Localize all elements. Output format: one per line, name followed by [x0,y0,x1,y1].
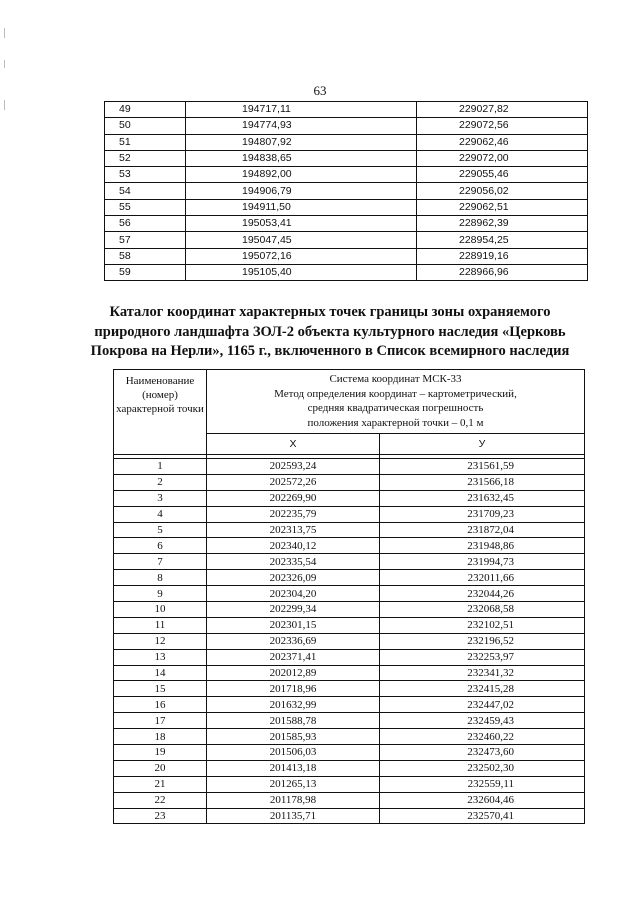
table-row [114,649,585,665]
point-number-cell: 18 [114,729,207,745]
y-coordinate-cell: 232044,26 [380,586,585,602]
point-number-cell: 9 [114,586,207,602]
table-row [105,248,588,264]
point-number-cell: 14 [114,665,207,681]
y-coordinate-cell: 232604,46 [380,792,585,808]
header-text: характерной точки [116,403,204,415]
header-point-name [114,370,207,455]
table-row [114,586,585,602]
point-number-cell: 11 [114,617,207,633]
x-coordinate-cell: 194807,92 [186,134,417,150]
table-row [114,665,585,681]
x-coordinate-cell: 202304,20 [207,586,380,602]
x-coordinate-cell: 195047,45 [186,232,417,248]
y-coordinate-cell: 229027,82 [417,102,588,118]
point-number-cell: 58 [105,248,186,264]
point-number-cell: 7 [114,554,207,570]
table-body [114,459,585,824]
x-coordinate-cell: 202012,89 [207,665,380,681]
header-text: средняя квадратическая погрешность [307,402,484,414]
table-row [114,617,585,633]
x-coordinate-cell: 194838,65 [186,150,417,166]
point-number-cell: 13 [114,649,207,665]
point-number-cell: 56 [105,216,186,232]
y-coordinate-cell: 229062,51 [417,199,588,215]
point-number-cell: 22 [114,792,207,808]
table-row [114,681,585,697]
x-coordinate-cell: 202335,54 [207,554,380,570]
y-coordinate-cell: 232415,28 [380,681,585,697]
x-coordinate-cell: 202326,09 [207,570,380,586]
y-coordinate-cell: 232460,22 [380,729,585,745]
y-coordinate-cell: 232011,66 [380,570,585,586]
table-row [114,522,585,538]
header-text: (номер) [142,389,178,401]
y-coordinate-cell: 231561,59 [380,459,585,475]
x-coordinate-cell: 202269,90 [207,490,380,506]
y-coordinate-cell: 228966,96 [417,264,588,280]
title-line: природного ландшафта ЗОЛ-2 объекта культурного наследия «Церковь [94,323,566,340]
table-row [114,490,585,506]
y-coordinate-cell: 229072,56 [417,118,588,134]
point-number-cell: 8 [114,570,207,586]
header-text: Метод определения координат – картометрический, [274,387,517,400]
point-number-cell: 1 [114,459,207,475]
point-number-cell: 3 [114,490,207,506]
table-row [105,232,588,248]
point-number-cell: 50 [105,118,186,134]
x-coordinate-cell: 201585,93 [207,729,380,745]
table-row [105,183,588,199]
x-coordinate-cell: 202336,69 [207,633,380,649]
y-coordinate-cell: 232459,43 [380,713,585,729]
point-number-cell: 55 [105,199,186,215]
x-coordinate-cell: 201135,71 [207,808,380,824]
point-number-cell: 16 [114,697,207,713]
point-number-cell: 19 [114,745,207,761]
point-number-cell: 52 [105,150,186,166]
table-body [105,102,588,281]
table-row [105,150,588,166]
table-row [114,745,585,761]
point-number-cell: 54 [105,183,186,199]
coordinates-table-continuation [104,101,588,281]
y-coordinate-cell: 231566,18 [380,474,585,490]
y-coordinate-cell: 232068,58 [380,602,585,618]
header-text: Система координат МСК-33 [329,373,462,385]
table-row [105,199,588,215]
y-coordinate-cell: 232502,30 [380,760,585,776]
table-row [105,134,588,150]
table-row [114,459,585,475]
table-row [105,102,588,118]
point-number-cell: 21 [114,776,207,792]
point-number-cell: 23 [114,808,207,824]
table-row [114,474,585,490]
x-coordinate-cell: 195072,16 [186,248,417,264]
point-number-cell: 2 [114,474,207,490]
table-row [114,570,585,586]
y-coordinate-cell: 232341,32 [380,665,585,681]
x-coordinate-cell: 201632,99 [207,697,380,713]
point-number-cell: 12 [114,633,207,649]
x-coordinate-cell: 194774,93 [186,118,417,134]
y-coordinate-cell: 229072,00 [417,150,588,166]
y-coordinate-cell: 232447,02 [380,697,585,713]
point-number-cell: 4 [114,506,207,522]
point-number-cell: 49 [105,102,186,118]
y-coordinate-cell: 232473,60 [380,745,585,761]
title-line: Покрова на Нерли», 1165 г., включенного в Список всемирного наследия [90,343,570,359]
header-text: положения характерной точки – 0,1 м [307,416,484,429]
x-coordinate-cell: 202235,79 [207,506,380,522]
point-number-cell: 20 [114,760,207,776]
point-number-cell: 53 [105,167,186,183]
y-coordinate-cell: 232253,97 [380,649,585,665]
table-row [114,697,585,713]
point-number-cell: 17 [114,713,207,729]
table-row [114,554,585,570]
y-coordinate-cell: 231632,45 [380,490,585,506]
table-row [114,729,585,745]
x-coordinate-cell: 202299,34 [207,602,380,618]
table-row [114,792,585,808]
table-row [114,506,585,522]
header-x: X [207,434,380,455]
table-row [105,216,588,232]
margin-mark [4,60,5,68]
y-coordinate-cell: 231709,23 [380,506,585,522]
margin-mark [4,28,5,38]
y-coordinate-cell: 229062,46 [417,134,588,150]
y-coordinate-cell: 228919,16 [417,248,588,264]
table-row [105,264,588,280]
x-coordinate-cell: 202593,24 [207,459,380,475]
table-row [114,602,585,618]
table-row [114,808,585,824]
x-coordinate-cell: 194911,50 [186,199,417,215]
point-number-cell: 10 [114,602,207,618]
x-coordinate-cell: 194892,00 [186,167,417,183]
y-coordinate-cell: 232102,51 [380,617,585,633]
point-number-cell: 6 [114,538,207,554]
y-coordinate-cell: 232196,52 [380,633,585,649]
x-coordinate-cell: 194906,79 [186,183,417,199]
point-number-cell: 5 [114,522,207,538]
x-coordinate-cell: 202340,12 [207,538,380,554]
y-coordinate-cell: 231948,86 [380,538,585,554]
x-coordinate-cell: 202313,75 [207,522,380,538]
y-coordinate-cell: 231994,73 [380,554,585,570]
table-row [105,167,588,183]
table-row [114,776,585,792]
header-text: Наименование [125,375,195,387]
x-coordinate-cell: 195105,40 [186,264,417,280]
x-coordinate-cell: 201718,96 [207,681,380,697]
x-coordinate-cell: 201178,98 [207,792,380,808]
x-coordinate-cell: 202301,15 [207,617,380,633]
table-row [114,760,585,776]
y-coordinate-cell: 229055,46 [417,167,588,183]
point-number-cell: 57 [105,232,186,248]
x-coordinate-cell: 194717,11 [186,102,417,118]
point-number-cell: 15 [114,681,207,697]
table-row [114,713,585,729]
coordinates-catalog-table [113,369,585,824]
y-coordinate-cell: 232559,11 [380,776,585,792]
page-number: 63 [313,83,327,98]
header-y: У [380,434,585,455]
table-row [105,118,588,134]
x-coordinate-cell: 201588,78 [207,713,380,729]
header-coordinate-system [207,370,585,434]
y-coordinate-cell: 231872,04 [380,522,585,538]
margin-mark [4,100,5,110]
y-coordinate-cell: 232570,41 [380,808,585,824]
table-row [114,633,585,649]
y-coordinate-cell: 228962,39 [417,216,588,232]
catalog-title [60,303,600,362]
y-coordinate-cell: 228954,25 [417,232,588,248]
y-coordinate-cell: 229056,02 [417,183,588,199]
x-coordinate-cell: 202572,26 [207,474,380,490]
x-coordinate-cell: 201506,03 [207,745,380,761]
x-coordinate-cell: 195053,41 [186,216,417,232]
x-coordinate-cell: 201265,13 [207,776,380,792]
x-coordinate-cell: 201413,18 [207,760,380,776]
x-coordinate-cell: 202371,41 [207,649,380,665]
table-row [114,538,585,554]
point-number-cell: 51 [105,134,186,150]
point-number-cell: 59 [105,264,186,280]
title-line: Каталог координат характерных точек границы зоны охраняемого [109,304,551,320]
